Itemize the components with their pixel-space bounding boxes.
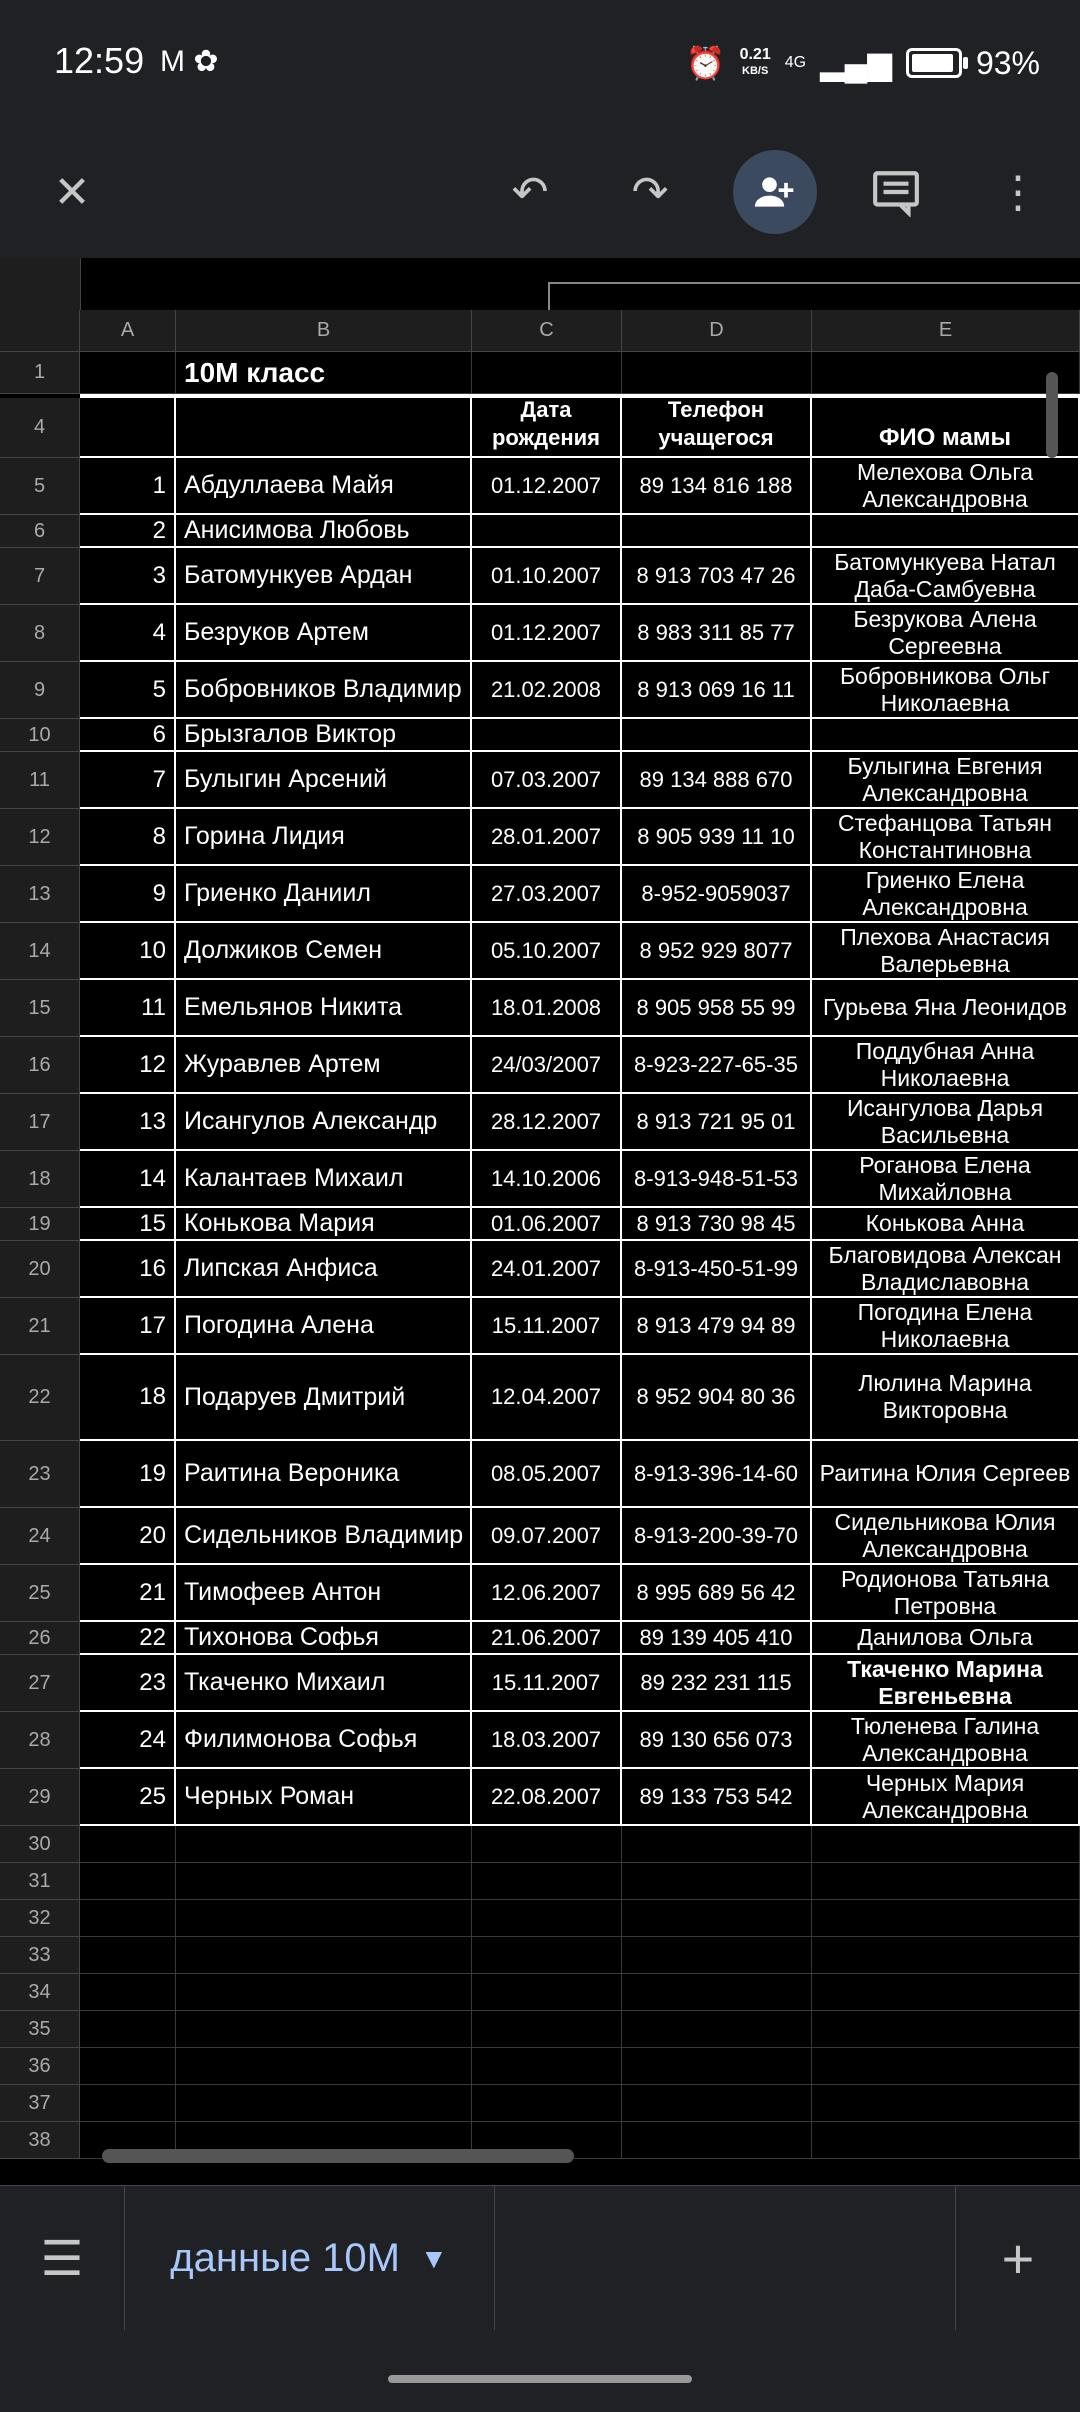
table-row: [0, 866, 1080, 923]
cell-mother-name[interactable]: Тюленева Галина Александровна: [812, 1712, 1080, 1769]
status-bar: [0, 0, 1080, 126]
cell[interactable]: [622, 1826, 812, 1863]
cell-dob[interactable]: 07.03.2007: [472, 752, 622, 809]
cell-number[interactable]: 22: [80, 1622, 176, 1655]
cell-number[interactable]: 7: [80, 752, 176, 809]
cell-number[interactable]: 24: [80, 1712, 176, 1769]
cell[interactable]: [472, 1974, 622, 2011]
cell-mother-name[interactable]: Плехова Анастасия Валерьевна: [812, 923, 1080, 980]
notification-icons: [160, 44, 218, 79]
select-all-corner[interactable]: [0, 310, 80, 352]
cell-dob[interactable]: [472, 719, 622, 752]
cell-phone[interactable]: 89 139 405 410: [622, 1622, 812, 1655]
cell-mother-name[interactable]: Конькова Анна: [812, 1208, 1080, 1241]
cell-number[interactable]: 5: [80, 662, 176, 719]
cell-number[interactable]: 9: [80, 866, 176, 923]
cell-student-name[interactable]: Абдуллаева Майя: [176, 458, 472, 515]
cell-phone[interactable]: 8-923-227-65-35: [622, 1037, 812, 1094]
header-cell-mom[interactable]: ФИО мамы: [812, 398, 1080, 458]
cell-dob[interactable]: 12.04.2007: [472, 1355, 622, 1441]
table-row: [0, 1298, 1080, 1355]
cell-phone[interactable]: 89 133 753 542: [622, 1769, 812, 1826]
column-header-b[interactable]: B: [176, 310, 472, 352]
cell-phone[interactable]: 8 913 730 98 45: [622, 1208, 812, 1241]
cell[interactable]: [812, 352, 1080, 394]
cell-student-name[interactable]: Конькова Мария: [176, 1208, 472, 1241]
cell[interactable]: [622, 2048, 812, 2085]
net-speed: 0.21 KB/S: [739, 46, 771, 77]
cell[interactable]: [812, 1826, 1080, 1863]
cell-dob[interactable]: 08.05.2007: [472, 1441, 622, 1508]
cell-number[interactable]: 14: [80, 1151, 176, 1208]
cell[interactable]: [176, 1863, 472, 1900]
close-icon[interactable]: ✕: [53, 167, 91, 217]
row-number[interactable]: 11: [0, 752, 80, 809]
column-header-d[interactable]: D: [622, 310, 812, 352]
cell-dob[interactable]: 14.10.2006: [472, 1151, 622, 1208]
home-gesture-handle[interactable]: [388, 2375, 692, 2383]
cell-dob[interactable]: 15.11.2007: [472, 1655, 622, 1712]
row-number[interactable]: 12: [0, 809, 80, 866]
cell-student-name[interactable]: Тихонова Софья: [176, 1622, 472, 1655]
cell-mother-name[interactable]: Гриенко Елена Александровна: [812, 866, 1080, 923]
cell-number[interactable]: 19: [80, 1441, 176, 1508]
row-number[interactable]: 14: [0, 923, 80, 980]
cell-phone[interactable]: 8 913 069 16 11: [622, 662, 812, 719]
cell-student-name[interactable]: Исангулов Александр: [176, 1094, 472, 1151]
cell-phone[interactable]: 8-913-200-39-70: [622, 1508, 812, 1565]
cell[interactable]: [622, 2122, 812, 2159]
cell-dob[interactable]: 27.03.2007: [472, 866, 622, 923]
cell[interactable]: [622, 1900, 812, 1937]
cell-number[interactable]: 20: [80, 1508, 176, 1565]
cell-phone[interactable]: 8 983 311 85 77: [622, 605, 812, 662]
row-number[interactable]: 32: [0, 1900, 80, 1937]
cell-student-name[interactable]: Ткаченко Михаил: [176, 1655, 472, 1712]
cell-dob[interactable]: 01.12.2007: [472, 458, 622, 515]
cell-phone[interactable]: 8 905 939 11 10: [622, 809, 812, 866]
column-header-a[interactable]: A: [80, 310, 176, 352]
cell-phone[interactable]: 89 130 656 073: [622, 1712, 812, 1769]
network-type: 4G: [784, 54, 807, 71]
all-sheets-menu-icon[interactable]: ☰: [0, 2186, 125, 2331]
row-number[interactable]: 9: [0, 662, 80, 719]
cell[interactable]: [472, 352, 622, 394]
cell-mother-name[interactable]: Роганова Елена Михайловна: [812, 1151, 1080, 1208]
cell[interactable]: [80, 2085, 176, 2122]
cell[interactable]: [812, 1974, 1080, 2011]
cell[interactable]: [622, 2085, 812, 2122]
cell-mother-name[interactable]: [812, 515, 1080, 548]
row-number[interactable]: 10: [0, 719, 80, 752]
cell-dob[interactable]: 28.12.2007: [472, 1094, 622, 1151]
cell-student-name[interactable]: Сидельников Владимир: [176, 1508, 472, 1565]
row-number[interactable]: 36: [0, 2048, 80, 2085]
cell-student-name[interactable]: Черных Роман: [176, 1769, 472, 1826]
row-number[interactable]: 8: [0, 605, 80, 662]
cell-mother-name[interactable]: Благовидова Алексан Владиславовна: [812, 1241, 1080, 1298]
table-row: [0, 1094, 1080, 1151]
cell-phone[interactable]: [622, 719, 812, 752]
row-number[interactable]: 26: [0, 1622, 80, 1655]
cell-number[interactable]: 16: [80, 1241, 176, 1298]
cell[interactable]: [80, 1974, 176, 2011]
cell-number[interactable]: 15: [80, 1208, 176, 1241]
cell-number[interactable]: 8: [80, 809, 176, 866]
cell-dob[interactable]: 01.06.2007: [472, 1208, 622, 1241]
cell[interactable]: [622, 1937, 812, 1974]
cell-mother-name[interactable]: Безрукова Алена Сергеевна: [812, 605, 1080, 662]
empty-row: [0, 2085, 1080, 2122]
cell-phone[interactable]: 8 913 703 47 26: [622, 548, 812, 605]
cell[interactable]: [812, 2085, 1080, 2122]
cell-mother-name[interactable]: Раитина Юлия Сергеев: [812, 1441, 1080, 1508]
table-row: [0, 515, 1080, 548]
cell-mother-name[interactable]: Мелехова Ольга Александровна: [812, 458, 1080, 515]
cell-number[interactable]: 25: [80, 1769, 176, 1826]
cell-number[interactable]: 11: [80, 980, 176, 1037]
cell-student-name[interactable]: Анисимова Любовь: [176, 515, 472, 548]
cell[interactable]: [622, 352, 812, 394]
cell-dob[interactable]: 21.02.2008: [472, 662, 622, 719]
cell-student-name[interactable]: Бобровников Владимир: [176, 662, 472, 719]
table-row: [0, 980, 1080, 1037]
cell-dob[interactable]: 18.03.2007: [472, 1712, 622, 1769]
cell[interactable]: [472, 1937, 622, 1974]
table-row: [0, 809, 1080, 866]
merged-frame: [548, 282, 1080, 312]
sheet-title-cell[interactable]: 10М класс: [176, 352, 472, 394]
horizontal-scrollbar[interactable]: [102, 2149, 574, 2163]
row-number[interactable]: 15: [0, 980, 80, 1037]
row-number[interactable]: 23: [0, 1441, 80, 1508]
cell-number[interactable]: 21: [80, 1565, 176, 1622]
header-cell-name[interactable]: [176, 398, 472, 458]
row-number[interactable]: 35: [0, 2011, 80, 2048]
cell-dob[interactable]: 24.01.2007: [472, 1241, 622, 1298]
cell[interactable]: [472, 2011, 622, 2048]
cell-mother-name[interactable]: Исангулова Дарья Васильевна: [812, 1094, 1080, 1151]
row-number[interactable]: 20: [0, 1241, 80, 1298]
row-number[interactable]: 28: [0, 1712, 80, 1769]
row-number[interactable]: 30: [0, 1826, 80, 1863]
cell-student-name[interactable]: Гриенко Даниил: [176, 866, 472, 923]
row-number[interactable]: 25: [0, 1565, 80, 1622]
cell-mother-name[interactable]: Данилова Ольга: [812, 1622, 1080, 1655]
cell[interactable]: [812, 1863, 1080, 1900]
cell-student-name[interactable]: Батомункуев Ардан: [176, 548, 472, 605]
cell-student-name[interactable]: Горина Лидия: [176, 809, 472, 866]
header-row: [0, 398, 1080, 458]
cell-number[interactable]: 3: [80, 548, 176, 605]
row-number[interactable]: 27: [0, 1655, 80, 1712]
table-row: [0, 548, 1080, 605]
cell-student-name[interactable]: Подаруев Дмитрий: [176, 1355, 472, 1441]
battery-fill: [912, 54, 953, 72]
cell-mother-name[interactable]: Стефанцова Татьян Константиновна: [812, 809, 1080, 866]
app-notification-icon: ✿: [193, 45, 219, 78]
cell-mother-name[interactable]: Черных Мария Александровна: [812, 1769, 1080, 1826]
row-number[interactable]: 34: [0, 1974, 80, 2011]
cell-dob[interactable]: 01.12.2007: [472, 605, 622, 662]
status-right: [686, 40, 1040, 86]
cell-student-name[interactable]: Брызгалов Виктор: [176, 719, 472, 752]
row-number[interactable]: 7: [0, 548, 80, 605]
sheet-row: [0, 352, 1080, 394]
cell-mother-name[interactable]: Люлина Марина Викторовна: [812, 1355, 1080, 1441]
vertical-scrollbar[interactable]: [1046, 372, 1058, 458]
cell[interactable]: [176, 2085, 472, 2122]
table-row: [0, 1241, 1080, 1298]
empty-row: [0, 1937, 1080, 1974]
cell[interactable]: [176, 1937, 472, 1974]
cell[interactable]: [80, 2011, 176, 2048]
cell-student-name[interactable]: Булыгин Арсений: [176, 752, 472, 809]
table-row: [0, 662, 1080, 719]
cell-phone[interactable]: 8-913-450-51-99: [622, 1241, 812, 1298]
spreadsheet-grid[interactable]: [0, 310, 1080, 2185]
table-row: [0, 1441, 1080, 1508]
cell[interactable]: [472, 1826, 622, 1863]
table-row: [0, 458, 1080, 515]
cell[interactable]: [472, 1863, 622, 1900]
row-number[interactable]: 37: [0, 2085, 80, 2122]
cell-dob[interactable]: 12.06.2007: [472, 1565, 622, 1622]
cell[interactable]: [472, 2048, 622, 2085]
row-number[interactable]: 19: [0, 1208, 80, 1241]
header-cell-number[interactable]: [80, 398, 176, 458]
cell-dob[interactable]: 09.07.2007: [472, 1508, 622, 1565]
cell-mother-name[interactable]: Погодина Елена Николаевна: [812, 1298, 1080, 1355]
cell-phone[interactable]: 8 952 904 80 36: [622, 1355, 812, 1441]
dropdown-triangle-icon: ▼: [419, 2242, 448, 2274]
cell-student-name[interactable]: Журавлев Артем: [176, 1037, 472, 1094]
empty-row: [0, 1826, 1080, 1863]
row-number[interactable]: 13: [0, 866, 80, 923]
alarm-icon: ⏰: [685, 45, 726, 81]
empty-row: [0, 1900, 1080, 1937]
table-row: [0, 1712, 1080, 1769]
cell-number[interactable]: 17: [80, 1298, 176, 1355]
cell-phone[interactable]: 8-913-396-14-60: [622, 1441, 812, 1508]
cell-mother-name[interactable]: Поддубная Анна Николаевна: [812, 1037, 1080, 1094]
cell-dob[interactable]: 01.10.2007: [472, 548, 622, 605]
cell-dob[interactable]: 24/03/2007: [472, 1037, 622, 1094]
cell-phone[interactable]: 8 995 689 56 42: [622, 1565, 812, 1622]
frozen-strip: [0, 258, 1080, 310]
share-add-person-icon[interactable]: [733, 150, 817, 234]
cell-phone[interactable]: 89 134 816 188: [622, 458, 812, 515]
cell[interactable]: [176, 2011, 472, 2048]
table-row: [0, 1508, 1080, 1565]
cell-mother-name[interactable]: Бобровникова Ольг Николаевна: [812, 662, 1080, 719]
sheet-tabs-bar: [0, 2185, 1080, 2331]
table-row: [0, 1655, 1080, 1712]
cell[interactable]: [80, 2048, 176, 2085]
cell-dob[interactable]: 15.11.2007: [472, 1298, 622, 1355]
cell-student-name[interactable]: Раитина Вероника: [176, 1441, 472, 1508]
cell-dob[interactable]: [472, 515, 622, 548]
status-time: 12:59: [54, 40, 145, 81]
row-number[interactable]: 18: [0, 1151, 80, 1208]
gmail-icon: M: [160, 45, 185, 78]
cell[interactable]: [812, 2122, 1080, 2159]
cell[interactable]: [622, 2011, 812, 2048]
cell-number[interactable]: 23: [80, 1655, 176, 1712]
cell-dob[interactable]: 05.10.2007: [472, 923, 622, 980]
cell[interactable]: [812, 1937, 1080, 1974]
cell-dob[interactable]: 28.01.2007: [472, 809, 622, 866]
cell-number[interactable]: 12: [80, 1037, 176, 1094]
cell[interactable]: [472, 2085, 622, 2122]
battery-percent: 93%: [975, 44, 1040, 81]
undo-icon[interactable]: ↶: [511, 167, 549, 217]
cell[interactable]: [472, 1900, 622, 1937]
cell[interactable]: [812, 2011, 1080, 2048]
cell-number[interactable]: 13: [80, 1094, 176, 1151]
cell-mother-name[interactable]: Булыгина Евгения Александровна: [812, 752, 1080, 809]
empty-row: [0, 1863, 1080, 1900]
empty-row: [0, 1974, 1080, 2011]
row-number[interactable]: 24: [0, 1508, 80, 1565]
cell-dob[interactable]: 22.08.2007: [472, 1769, 622, 1826]
cell-mother-name[interactable]: Гурьева Яна Леонидов: [812, 980, 1080, 1037]
cell-phone[interactable]: 8 913 479 94 89: [622, 1298, 812, 1355]
cell-phone[interactable]: 8 913 721 95 01: [622, 1094, 812, 1151]
cell[interactable]: [622, 1974, 812, 2011]
cell[interactable]: [80, 1863, 176, 1900]
sheet-tab-active[interactable]: [124, 2186, 495, 2331]
cell-student-name[interactable]: Филимонова Софья: [176, 1712, 472, 1769]
cell-student-name[interactable]: Погодина Алена: [176, 1298, 472, 1355]
table-row: [0, 1565, 1080, 1622]
row-number[interactable]: 29: [0, 1769, 80, 1826]
cell-student-name[interactable]: Должиков Семен: [176, 923, 472, 980]
row-number[interactable]: 33: [0, 1937, 80, 1974]
cell-mother-name[interactable]: [812, 719, 1080, 752]
cell-student-name[interactable]: Липская Анфиса: [176, 1241, 472, 1298]
cell-number[interactable]: 10: [80, 923, 176, 980]
cell-mother-name[interactable]: Ткаченко Марина Евгеньевна: [812, 1655, 1080, 1712]
table-row: [0, 1208, 1080, 1241]
row-number[interactable]: 21: [0, 1298, 80, 1355]
cell-number[interactable]: 1: [80, 458, 176, 515]
table-row: [0, 605, 1080, 662]
corner-cell[interactable]: [0, 258, 81, 310]
empty-row: [0, 2011, 1080, 2048]
table-row: [0, 1622, 1080, 1655]
cell-phone[interactable]: 8-913-948-51-53: [622, 1151, 812, 1208]
cell[interactable]: [80, 1826, 176, 1863]
cell-student-name[interactable]: Тимофеев Антон: [176, 1565, 472, 1622]
more-options-icon[interactable]: ⋮: [996, 167, 1040, 217]
column-header-e[interactable]: E: [812, 310, 1080, 352]
battery-icon: [906, 48, 962, 78]
cell-dob[interactable]: 18.01.2008: [472, 980, 622, 1037]
cell-mother-name[interactable]: Сидельникова Юлия Александровна: [812, 1508, 1080, 1565]
table-row: [0, 1037, 1080, 1094]
cell[interactable]: [80, 1900, 176, 1937]
cell-number[interactable]: 4: [80, 605, 176, 662]
navigation-bar: [0, 2330, 1080, 2412]
row-number[interactable]: 17: [0, 1094, 80, 1151]
row-number[interactable]: 22: [0, 1355, 80, 1441]
table-row: [0, 1355, 1080, 1441]
row-number[interactable]: 1: [0, 352, 80, 394]
cell-phone[interactable]: [622, 515, 812, 548]
row-number[interactable]: 6: [0, 515, 80, 548]
table-row: [0, 923, 1080, 980]
table-row: [0, 1769, 1080, 1826]
row-number[interactable]: 4: [0, 398, 80, 458]
column-header-c[interactable]: C: [472, 310, 622, 352]
sheet-tab-label: данные 10М: [170, 2236, 400, 2280]
row-number[interactable]: 38: [0, 2122, 80, 2159]
row-number[interactable]: 31: [0, 1863, 80, 1900]
table-row: [0, 1151, 1080, 1208]
cell[interactable]: [80, 352, 176, 394]
cell[interactable]: [176, 2048, 472, 2085]
cell-number[interactable]: 18: [80, 1355, 176, 1441]
cell-number[interactable]: 2: [80, 515, 176, 548]
redo-icon[interactable]: ↷: [631, 167, 669, 217]
cell-phone[interactable]: 89 134 888 670: [622, 752, 812, 809]
cell-phone[interactable]: 8-952-9059037: [622, 866, 812, 923]
cell-student-name[interactable]: Емельянов Никита: [176, 980, 472, 1037]
empty-row: [0, 2048, 1080, 2085]
row-number[interactable]: 16: [0, 1037, 80, 1094]
cell[interactable]: [80, 1937, 176, 1974]
cell[interactable]: [176, 1900, 472, 1937]
header-cell-phone[interactable]: Телефон учащегося: [622, 398, 812, 458]
cell-phone[interactable]: 8 952 929 8077: [622, 923, 812, 980]
table-row: [0, 719, 1080, 752]
cell-phone[interactable]: 8 905 958 55 99: [622, 980, 812, 1037]
cell[interactable]: [176, 1826, 472, 1863]
cell-student-name[interactable]: Безруков Артем: [176, 605, 472, 662]
signal-icon: ▂▄▆: [820, 45, 892, 81]
cell-phone[interactable]: 89 232 231 115: [622, 1655, 812, 1712]
table-row: [0, 752, 1080, 809]
add-sheet-icon[interactable]: +: [955, 2186, 1080, 2331]
cell-mother-name[interactable]: Родионова Татьяна Петровна: [812, 1565, 1080, 1622]
cell-student-name[interactable]: Калантаев Михаил: [176, 1151, 472, 1208]
comment-icon[interactable]: [856, 152, 936, 232]
cell[interactable]: [812, 1900, 1080, 1937]
cell[interactable]: [176, 1974, 472, 2011]
cell[interactable]: [812, 2048, 1080, 2085]
header-cell-dob[interactable]: Дата рождения: [472, 398, 622, 458]
toolbar: [0, 126, 1080, 258]
cell[interactable]: [622, 1863, 812, 1900]
row-number[interactable]: 5: [0, 458, 80, 515]
cell-dob[interactable]: 21.06.2007: [472, 1622, 622, 1655]
cell-mother-name[interactable]: Батомункуева Натал Даба-Самбуевна: [812, 548, 1080, 605]
cell-number[interactable]: 6: [80, 719, 176, 752]
